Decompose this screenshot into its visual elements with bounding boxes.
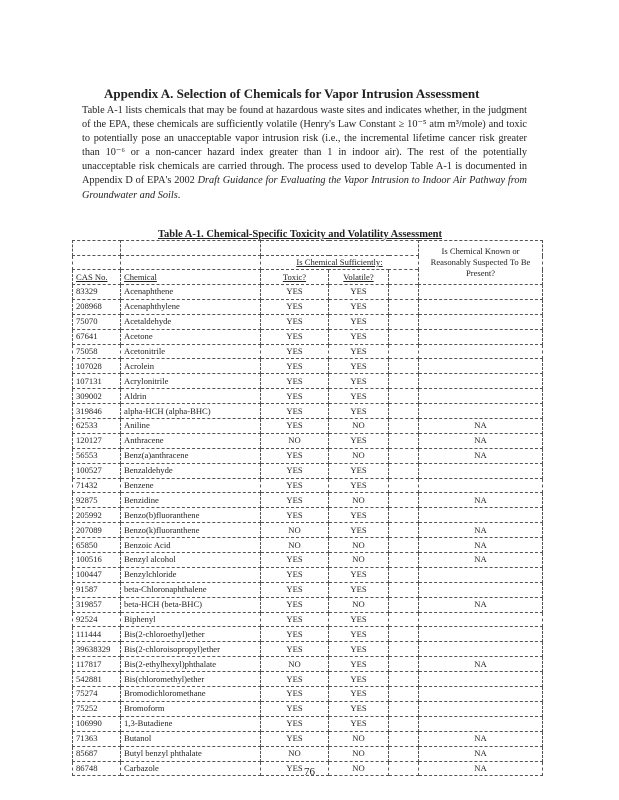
chemical-cell: Acenaphthene [121,285,261,300]
cas-cell: 120127 [73,433,121,448]
present-cell: NA [419,448,543,463]
chemical-cell: alpha-HCH (alpha-BHC) [121,404,261,419]
spacer-cell [389,508,419,523]
chemical-cell: Acenaphthylene [121,299,261,314]
spacer-cell [389,538,419,553]
intro-paragraph [82,104,527,203]
table-row [73,374,543,389]
spacer-cell [389,701,419,716]
table-row [73,701,543,716]
intro-text-part2: . [177,189,181,201]
cas-cell: 91587 [73,582,121,597]
cas-cell: 117817 [73,657,121,672]
volatile-cell: NO [329,761,389,776]
present-cell [419,285,543,300]
cas-cell: 71432 [73,478,121,493]
present-cell [419,359,543,374]
spacer-cell [389,642,419,657]
toxic-cell: YES [261,463,329,478]
spacer-cell [389,493,419,508]
volatile-cell: NO [329,553,389,568]
cas-cell: 319846 [73,404,121,419]
toxic-cell: NO [261,657,329,672]
table-body [73,285,543,776]
volatile-cell: YES [329,687,389,702]
chemical-cell: 1,3-Butadiene [121,716,261,731]
present-cell [419,701,543,716]
table-row [73,493,543,508]
chemical-cell: Bis(chloromethyl)ether [121,672,261,687]
table-row [73,433,543,448]
chemical-cell: Acrylonitrile [121,374,261,389]
table-row [73,404,543,419]
spacer-cell [389,299,419,314]
chemical-cell: Butanol [121,731,261,746]
toxic-cell: YES [261,314,329,329]
table-row [73,389,543,404]
volatile-cell: YES [329,344,389,359]
toxic-cell: YES [261,761,329,776]
spacer-cell [389,463,419,478]
volatile-cell: YES [329,374,389,389]
volatile-cell: YES [329,642,389,657]
chemical-cell: Carbazole [121,761,261,776]
cas-cell: 100447 [73,567,121,582]
table-row [73,285,543,300]
header-sufficiency: Is Chemical Sufficiently: [261,256,419,270]
present-cell [419,687,543,702]
spacer-cell [389,329,419,344]
present-cell [419,612,543,627]
present-cell: NA [419,597,543,612]
volatile-cell: YES [329,433,389,448]
volatile-cell: YES [329,299,389,314]
toxic-cell: YES [261,299,329,314]
cas-cell: 62533 [73,419,121,434]
toxic-cell: YES [261,672,329,687]
spacer-cell [389,359,419,374]
spacer-cell [389,582,419,597]
table-row [73,627,543,642]
header-known-present: Is Chemical Known or Reasonably Suspected To Be Present? [419,241,543,285]
toxic-cell: YES [261,553,329,568]
chemical-cell: Anthracene [121,433,261,448]
spacer-cell [389,597,419,612]
present-cell: NA [419,761,543,776]
chemical-cell: Benzyl alcohol [121,553,261,568]
toxic-cell: YES [261,508,329,523]
chemical-cell: Bis(2-ethylhexyl)phthalate [121,657,261,672]
toxic-cell: YES [261,344,329,359]
spacer-cell [389,285,419,300]
present-cell [419,389,543,404]
spacer-cell [389,314,419,329]
cas-cell: 71363 [73,731,121,746]
spacer-cell [389,374,419,389]
spacer-cell [389,389,419,404]
volatile-cell: YES [329,567,389,582]
toxic-cell: NO [261,433,329,448]
table-row [73,538,543,553]
chemical-cell: Benzene [121,478,261,493]
chemical-cell: beta-HCH (beta-BHC) [121,597,261,612]
toxic-cell: YES [261,701,329,716]
volatile-cell: YES [329,627,389,642]
volatile-cell: NO [329,448,389,463]
table-row [73,329,543,344]
volatile-cell: YES [329,657,389,672]
cas-cell: 83329 [73,285,121,300]
chemical-cell: beta-Chloronaphthalene [121,582,261,597]
chemical-cell: Benzoic Acid [121,538,261,553]
volatile-cell: NO [329,493,389,508]
cas-cell: 56553 [73,448,121,463]
toxic-cell: YES [261,389,329,404]
table-row [73,731,543,746]
toxic-cell: YES [261,419,329,434]
spacer-cell [389,523,419,538]
present-cell [419,344,543,359]
chemical-cell: Benz(a)anthracene [121,448,261,463]
table-row [73,314,543,329]
table-row [73,553,543,568]
table-row [73,716,543,731]
volatile-cell: YES [329,612,389,627]
volatile-cell: NO [329,597,389,612]
cas-cell: 75274 [73,687,121,702]
volatile-cell: YES [329,508,389,523]
cas-cell: 92875 [73,493,121,508]
cas-cell: 75070 [73,314,121,329]
chemical-cell: Benzidine [121,493,261,508]
table-row [73,508,543,523]
volatile-cell: YES [329,314,389,329]
volatile-cell: YES [329,404,389,419]
spacer-cell [389,433,419,448]
table-row [73,687,543,702]
spacer-cell [389,344,419,359]
present-cell [419,582,543,597]
table-row [73,612,543,627]
page-number: 76 [304,766,315,778]
toxic-cell: YES [261,612,329,627]
spacer-cell [389,612,419,627]
chemical-cell: Biphenyl [121,612,261,627]
table-row [73,359,543,374]
chemical-cell: Aldrin [121,389,261,404]
cas-cell: 100516 [73,553,121,568]
volatile-cell: YES [329,329,389,344]
table-row [73,642,543,657]
cas-cell: 100527 [73,463,121,478]
chemical-cell: Benzo(k)fluoranthene [121,523,261,538]
cas-cell: 107131 [73,374,121,389]
present-cell [419,567,543,582]
intro-text-part1: Table A-1 lists chemicals that may be found at hazardous waste sites and indicates whether, in the judgment of the EPA, these chemicals are sufficiently volatile (Henry's Law Constant ≥ 10⁻⁵ atm m³/mole) and toxic to potentially pose an unacceptable vapor intrusion risk (i.e., the incremental lifetime cancer risk greater than 10⁻⁶ or a non-cancer hazard index greater than 1 in indoor air). The rest of the potentially unacceptable risk chemicals are carried through. The process used to develop Table A-1 is documented in Appendix D of EPA's 2002 [82,105,527,187]
volatile-cell: YES [329,523,389,538]
volatile-cell: YES [329,716,389,731]
cas-cell: 309002 [73,389,121,404]
chemical-cell: Bis(2-chloroethyl)ether [121,627,261,642]
present-cell: NA [419,493,543,508]
toxic-cell: YES [261,404,329,419]
present-cell: NA [419,657,543,672]
table-row [73,657,543,672]
toxic-cell: NO [261,523,329,538]
cas-cell: 75058 [73,344,121,359]
chemical-cell: Benzaldehyde [121,463,261,478]
present-cell [419,508,543,523]
guidance-title: Draft Guidance for Evaluating the Vapor Intrusion to Indoor Air Pathway from Groundwater and Soils [82,175,527,201]
present-cell [419,627,543,642]
chemical-table [72,240,543,776]
toxic-cell: YES [261,597,329,612]
cas-cell: 111444 [73,627,121,642]
cas-cell: 67641 [73,329,121,344]
present-cell [419,463,543,478]
toxic-cell: NO [261,538,329,553]
table-row [73,419,543,434]
toxic-cell: YES [261,359,329,374]
cas-cell: 207089 [73,523,121,538]
spacer-cell [389,746,419,761]
table-row [73,299,543,314]
table-row [73,463,543,478]
volatile-cell: YES [329,285,389,300]
chemical-cell: Benzo(b)fluoranthene [121,508,261,523]
volatile-cell: YES [329,478,389,493]
present-cell: NA [419,538,543,553]
spacer-cell [389,404,419,419]
volatile-cell: YES [329,672,389,687]
cas-cell: 39638329 [73,642,121,657]
present-cell [419,329,543,344]
spacer-cell [389,687,419,702]
cas-cell: 92524 [73,612,121,627]
chemical-cell: Bis(2-chloroisopropyl)ether [121,642,261,657]
spacer-cell [389,553,419,568]
table-row [73,344,543,359]
header-toxic: Toxic? [261,270,329,285]
chemical-cell: Bromoform [121,701,261,716]
toxic-cell: YES [261,285,329,300]
present-cell [419,672,543,687]
cas-cell: 106990 [73,716,121,731]
spacer-cell [389,627,419,642]
cas-cell: 65850 [73,538,121,553]
present-cell [419,404,543,419]
cas-cell: 75252 [73,701,121,716]
table-row [73,448,543,463]
table-row [73,567,543,582]
table-row [73,523,543,538]
present-cell [419,716,543,731]
toxic-cell: YES [261,642,329,657]
present-cell [419,314,543,329]
chemical-cell: Butyl benzyl phthalate [121,746,261,761]
spacer-cell [389,567,419,582]
cas-cell: 319857 [73,597,121,612]
toxic-cell: YES [261,478,329,493]
header-chemical: Chemical [121,270,261,285]
toxic-cell: YES [261,731,329,746]
present-cell [419,642,543,657]
volatile-cell: YES [329,582,389,597]
chemical-cell: Benzylchloride [121,567,261,582]
present-cell [419,299,543,314]
cas-cell: 205992 [73,508,121,523]
spacer-cell [389,657,419,672]
toxic-cell: YES [261,716,329,731]
volatile-cell: NO [329,419,389,434]
header-cas: CAS No. [73,270,121,285]
present-cell [419,374,543,389]
present-cell: NA [419,433,543,448]
header-volatile: Volatile? [329,270,389,285]
chemical-cell: Acetaldehyde [121,314,261,329]
toxic-cell: YES [261,493,329,508]
volatile-cell: YES [329,463,389,478]
table-row [73,746,543,761]
spacer-cell [389,672,419,687]
present-cell: NA [419,746,543,761]
table-row [73,582,543,597]
volatile-cell: NO [329,731,389,746]
cas-cell: 208968 [73,299,121,314]
present-cell: NA [419,553,543,568]
chemical-cell: Acetonitrile [121,344,261,359]
spacer-cell [389,419,419,434]
table-row [73,672,543,687]
table-row [73,478,543,493]
present-cell: NA [419,523,543,538]
toxic-cell: YES [261,567,329,582]
volatile-cell: NO [329,538,389,553]
toxic-cell: YES [261,627,329,642]
volatile-cell: YES [329,389,389,404]
toxic-cell: YES [261,329,329,344]
spacer-cell [389,716,419,731]
toxic-cell: NO [261,746,329,761]
volatile-cell: YES [329,701,389,716]
table-title: Table A-1. Chemical-Specific Toxicity and Volatility Assessment [157,229,442,240]
cas-cell: 86748 [73,761,121,776]
table-row [73,597,543,612]
volatile-cell: YES [329,359,389,374]
chemical-cell: Bromodichloromethane [121,687,261,702]
volatile-cell: NO [329,746,389,761]
appendix-heading: Appendix A. Selection of Chemicals for Vapor Intrusion Assessment [104,86,480,101]
toxic-cell: YES [261,448,329,463]
present-cell: NA [419,731,543,746]
toxic-cell: YES [261,582,329,597]
cas-cell: 107028 [73,359,121,374]
spacer-cell [389,478,419,493]
present-cell: NA [419,419,543,434]
chemical-cell: Acetone [121,329,261,344]
chemical-cell: Aniline [121,419,261,434]
toxic-cell: YES [261,374,329,389]
spacer-cell [389,448,419,463]
chemical-cell: Acrolein [121,359,261,374]
spacer-cell [389,731,419,746]
toxic-cell: YES [261,687,329,702]
present-cell [419,478,543,493]
cas-cell: 542881 [73,672,121,687]
cas-cell: 85687 [73,746,121,761]
